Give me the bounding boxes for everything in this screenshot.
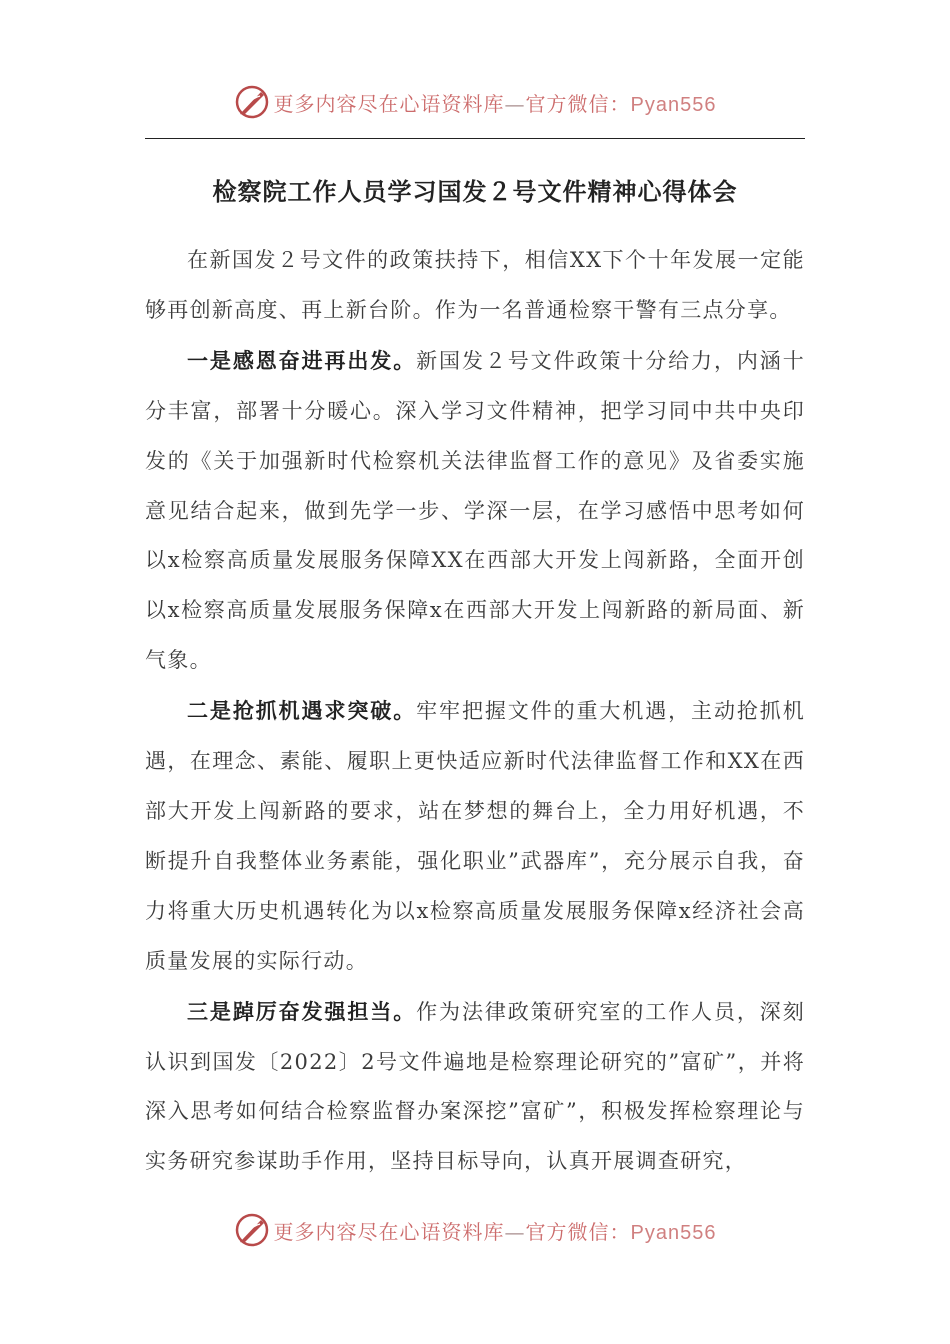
footer-brand: 更多内容尽在心语资料库 xyxy=(273,1219,505,1244)
header-banner-text xyxy=(274,88,717,117)
document-body xyxy=(145,236,805,1187)
section-heading: 二是抢抓机遇求突破。 xyxy=(187,698,417,724)
quill-logo-icon xyxy=(234,84,270,120)
section-body: 牢牢把握文件的重大机遇，主动抢抓机遇，在理念、素能、履职上更快适应新时代法律监督工作和XX在西部大开发上闯新路的要求，站在梦想的舞台上，全力用好机遇，不断提升自我整体业务素能，强化职业”武器库”，充分展示自我，奋力将重大历史机遇转化为以x检察高质量发展服务保障x经济社会高质量发展的实际行动。 xyxy=(145,699,806,973)
document-title: 检察院工作人员学习国发２号文件精神心得体会 xyxy=(212,177,738,206)
footer-separator: — xyxy=(504,1219,526,1244)
header-separator: — xyxy=(504,91,526,116)
header-divider xyxy=(145,138,805,139)
header-wechat-id: Pyan556 xyxy=(630,93,717,116)
footer-banner-text xyxy=(274,1216,717,1245)
header-brand: 更多内容尽在心语资料库 xyxy=(273,91,505,116)
intro-paragraph: 在新国发２号文件的政策扶持下，相信XX下个十年发展一定能够再创新高度、再上新台阶。作为一名普通检察干警有三点分享。 xyxy=(145,248,805,322)
header-wechat-label: 官方微信： xyxy=(525,91,631,116)
section-paragraph xyxy=(145,987,805,1188)
footer-wechat-id: Pyan556 xyxy=(630,1221,717,1244)
section-heading: 三是踔厉奋发强担当。 xyxy=(187,998,417,1024)
section-paragraph xyxy=(145,686,805,986)
quill-logo-icon xyxy=(234,1212,270,1248)
section-body: 作为法律政策研究室的工作人员，深刻认识到国发〔2022〕2号文件遍地是检察理论研究的”富矿”，并将深入思考如何结合检察监督办案深挖”富矿”，积极发挥检察理论与实务研究参谋助手作用，坚持目标导向，认真开展调查研究， xyxy=(145,999,806,1174)
header-banner xyxy=(0,82,950,122)
section-heading: 一是感恩奋进再出发。 xyxy=(187,347,417,373)
footer-banner xyxy=(0,1210,950,1250)
footer-wechat-label: 官方微信： xyxy=(525,1219,631,1244)
section-paragraph xyxy=(145,336,805,686)
section-body: 新国发２号文件政策十分给力，内涵十分丰富，部署十分暖心。深入学习文件精神，把学习同中共中央印发的《关于加强新时代检察机关法律监督工作的意见》及省委实施意见结合起来，做到先学一步、学深一层，在学习感悟中思考如何以x检察高质量发展服务保障XX在西部大开发上闯新路，全面开创以x检察高质量发展服务保障x在西部大开发上闯新路的新局面、新气象。 xyxy=(145,348,806,673)
